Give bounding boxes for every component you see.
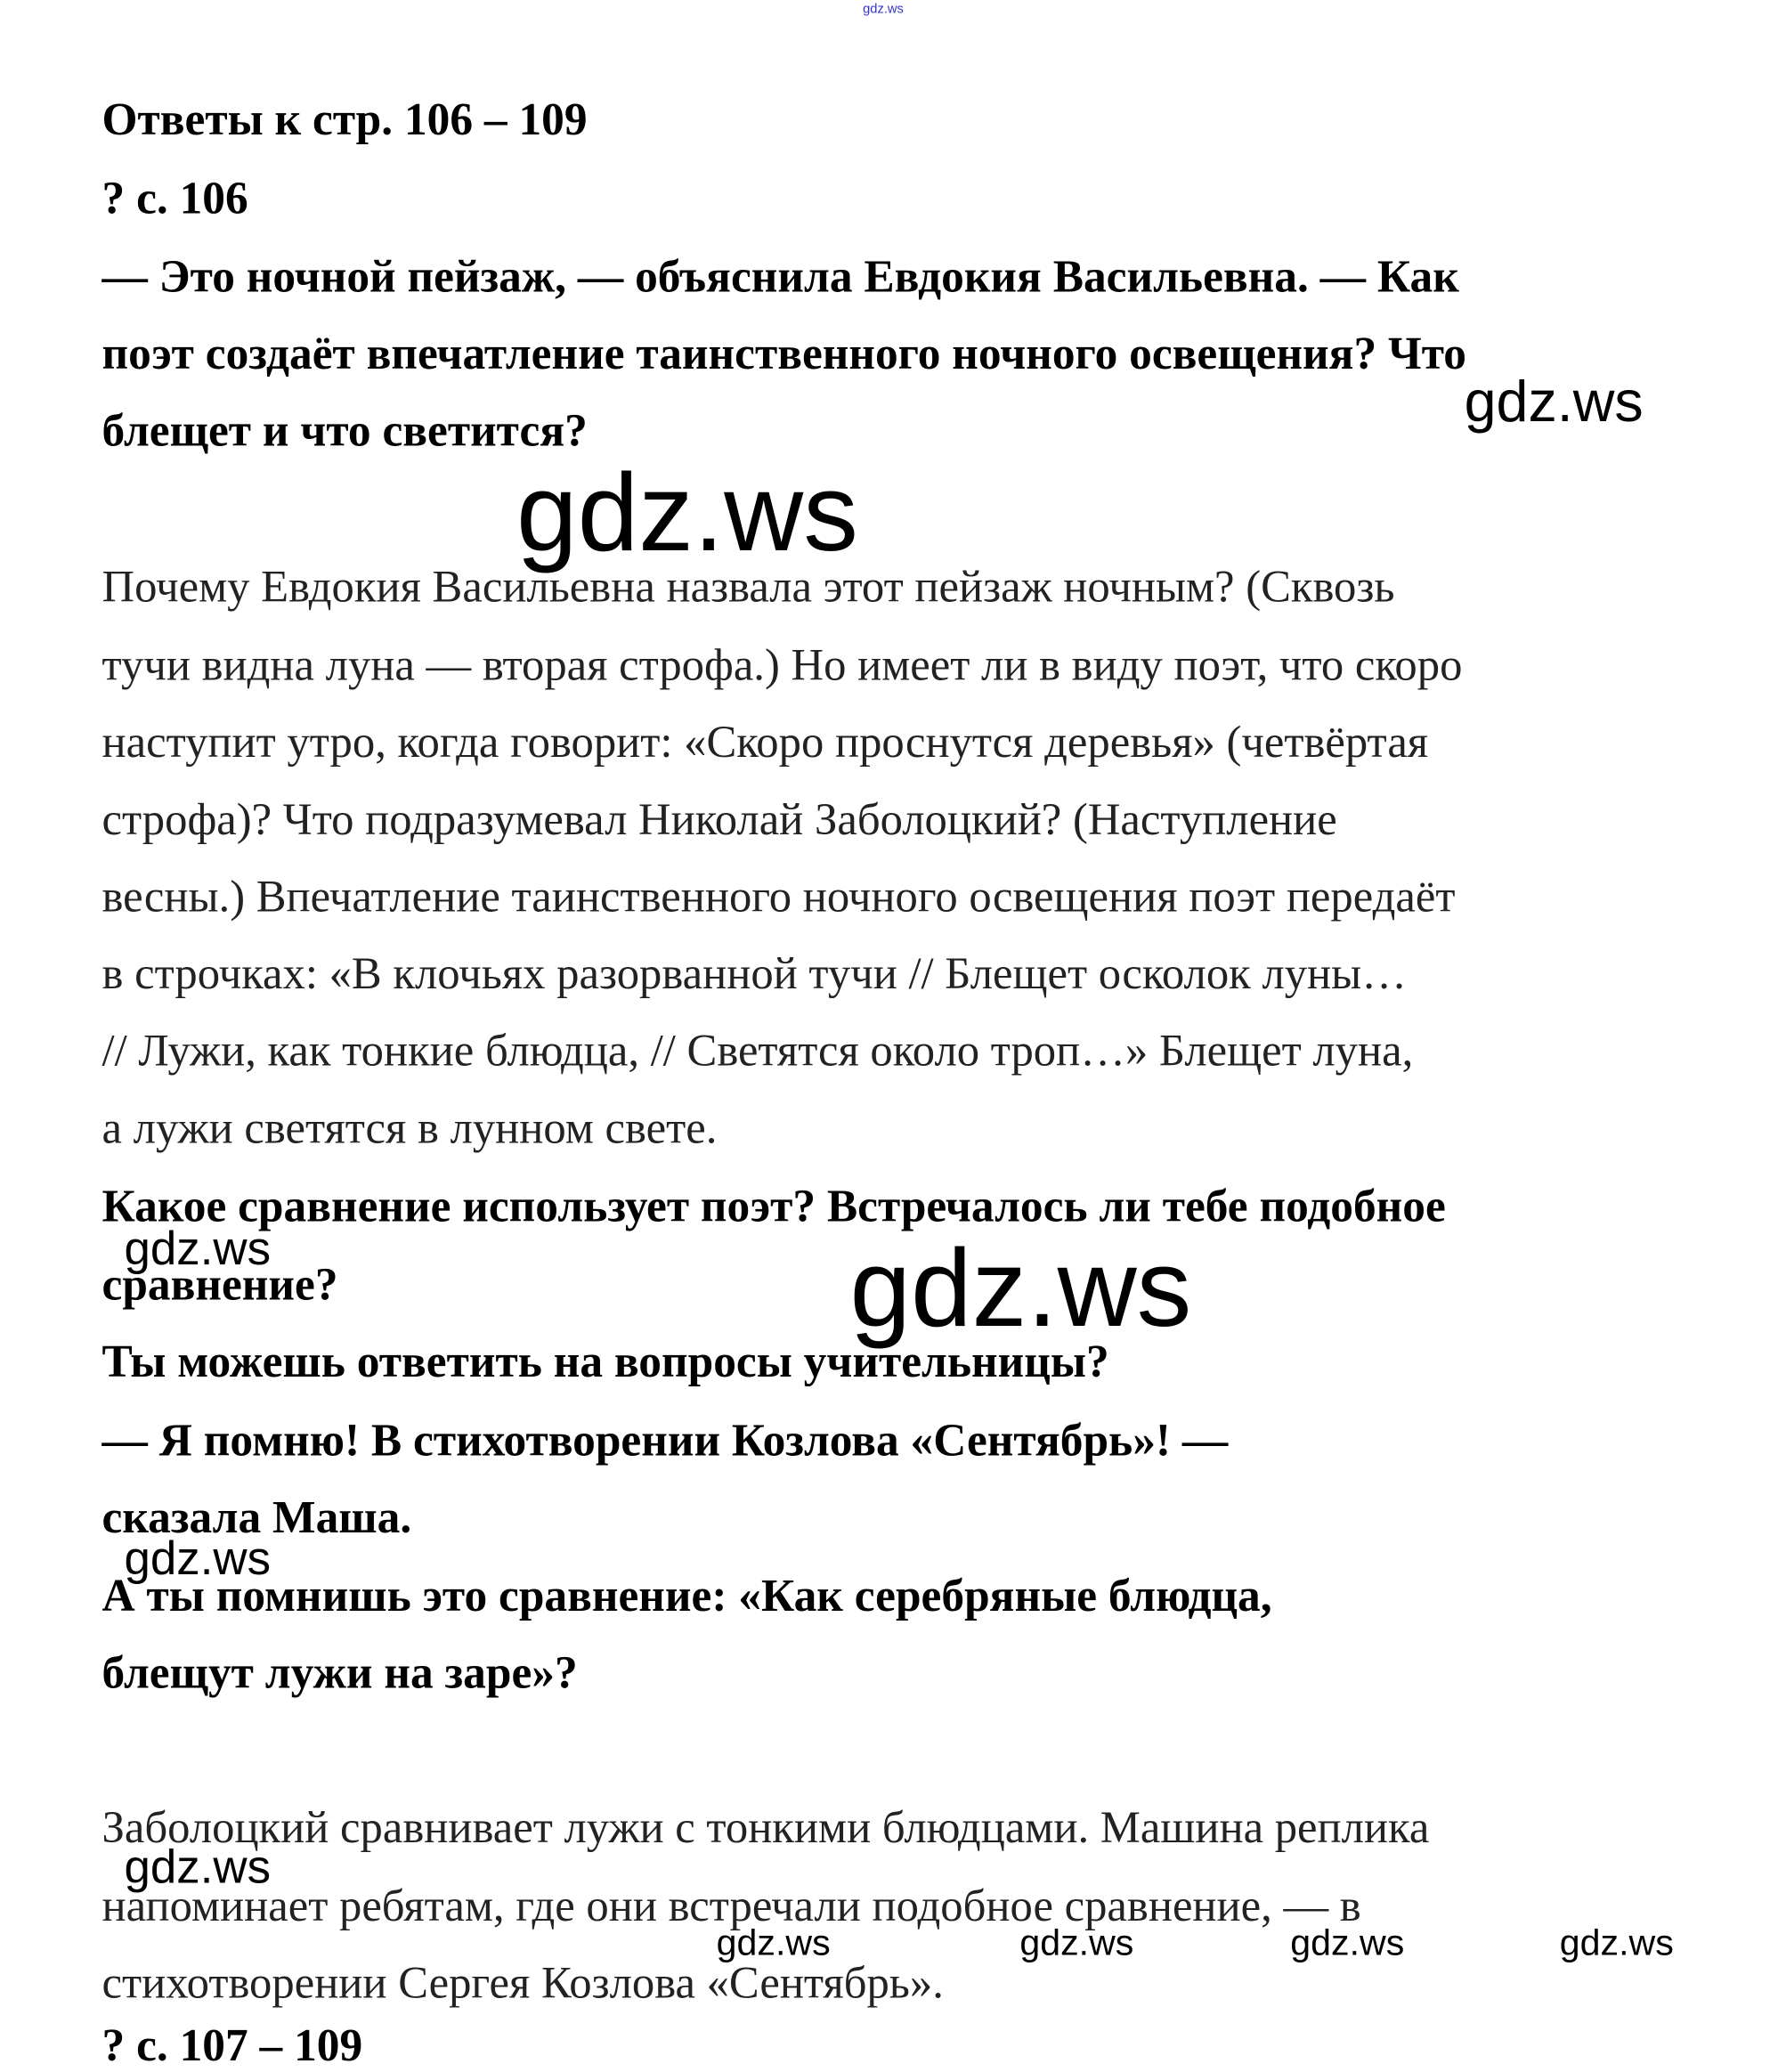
answer-line: а лужи светятся в лунном свете. (101, 1103, 718, 1154)
watermark: gdz.ws (849, 1226, 1192, 1350)
watermark: gdz.ws (124, 1840, 272, 1894)
question-line: А ты помнишь это сравнение: «Как серебряные блюдца, (101, 1570, 1272, 1621)
answer-line: наступит утро, когда говорит: «Скоро проснутся деревья» (четвёртая (101, 718, 1429, 768)
question-line: сказала Маша. (101, 1491, 412, 1543)
answer-line: Заболоцкий сравнивает лужи с тонкими блюдцами. Машина реплика (101, 1802, 1430, 1853)
answer-line: весны.) Впечатление таинственного ночного освещения поэт передаёт (101, 872, 1456, 922)
watermark: gdz.ws (124, 1221, 272, 1275)
question-line: — Я помню! В стихотворении Козлова «Сентябрь»! — (101, 1414, 1229, 1467)
header-watermark: gdz.ws (863, 2, 904, 18)
question-line: блещут лужи на заре»? (101, 1647, 578, 1699)
answer-line: строфа)? Что подразумевал Николай Заболоцкий? (Наступление (101, 794, 1337, 845)
answer-line: Почему Евдокия Васильевна назвала этот пейзаж ночным? (Сквозь (101, 562, 1395, 613)
watermark: gdz.ws (1559, 1922, 1674, 1963)
question-line: — Это ночной пейзаж, — объяснила Евдокия Васильевна. — Как (101, 250, 1459, 303)
watermark: gdz.ws (1464, 370, 1644, 435)
watermark: gdz.ws (1019, 1922, 1134, 1963)
watermark: gdz.ws (124, 1531, 272, 1585)
section-heading: ? с. 106 (101, 172, 248, 224)
question-line: Ты можешь ответить на вопросы учительницы? (101, 1336, 1109, 1387)
question-line: поэт создаёт впечатление таинственного ночного освещения? Что (101, 328, 1467, 379)
answer-line: в строчках: «В клочьях разорванной тучи // Блещет осколок луны… (101, 949, 1407, 999)
watermark: gdz.ws (516, 451, 858, 574)
answer-line: тучи видна луна — вторая строфа.) Но имеет ли в виду поэт, что скоро (101, 640, 1463, 691)
watermark: gdz.ws (716, 1922, 831, 1963)
watermark: gdz.ws (1290, 1922, 1405, 1963)
section-heading: ? с. 107 – 109 (101, 2019, 363, 2071)
question-line: Какое сравнение использует поэт? Встречалось ли тебе подобное (101, 1180, 1446, 1232)
question-line: блещет и что светится? (101, 405, 588, 457)
answer-line: // Лужи, как тонкие блюдца, // Светятся около троп…» Блещет луна, (101, 1026, 1414, 1077)
question-line: сравнение? (101, 1259, 338, 1311)
page-title: Ответы к стр. 106 – 109 (101, 93, 588, 145)
answer-line: стихотворении Сергея Козлова «Сентябрь». (101, 1958, 944, 2009)
answer-line: напоминает ребятам, где они встречали подобное сравнение, — в (101, 1881, 1361, 1931)
